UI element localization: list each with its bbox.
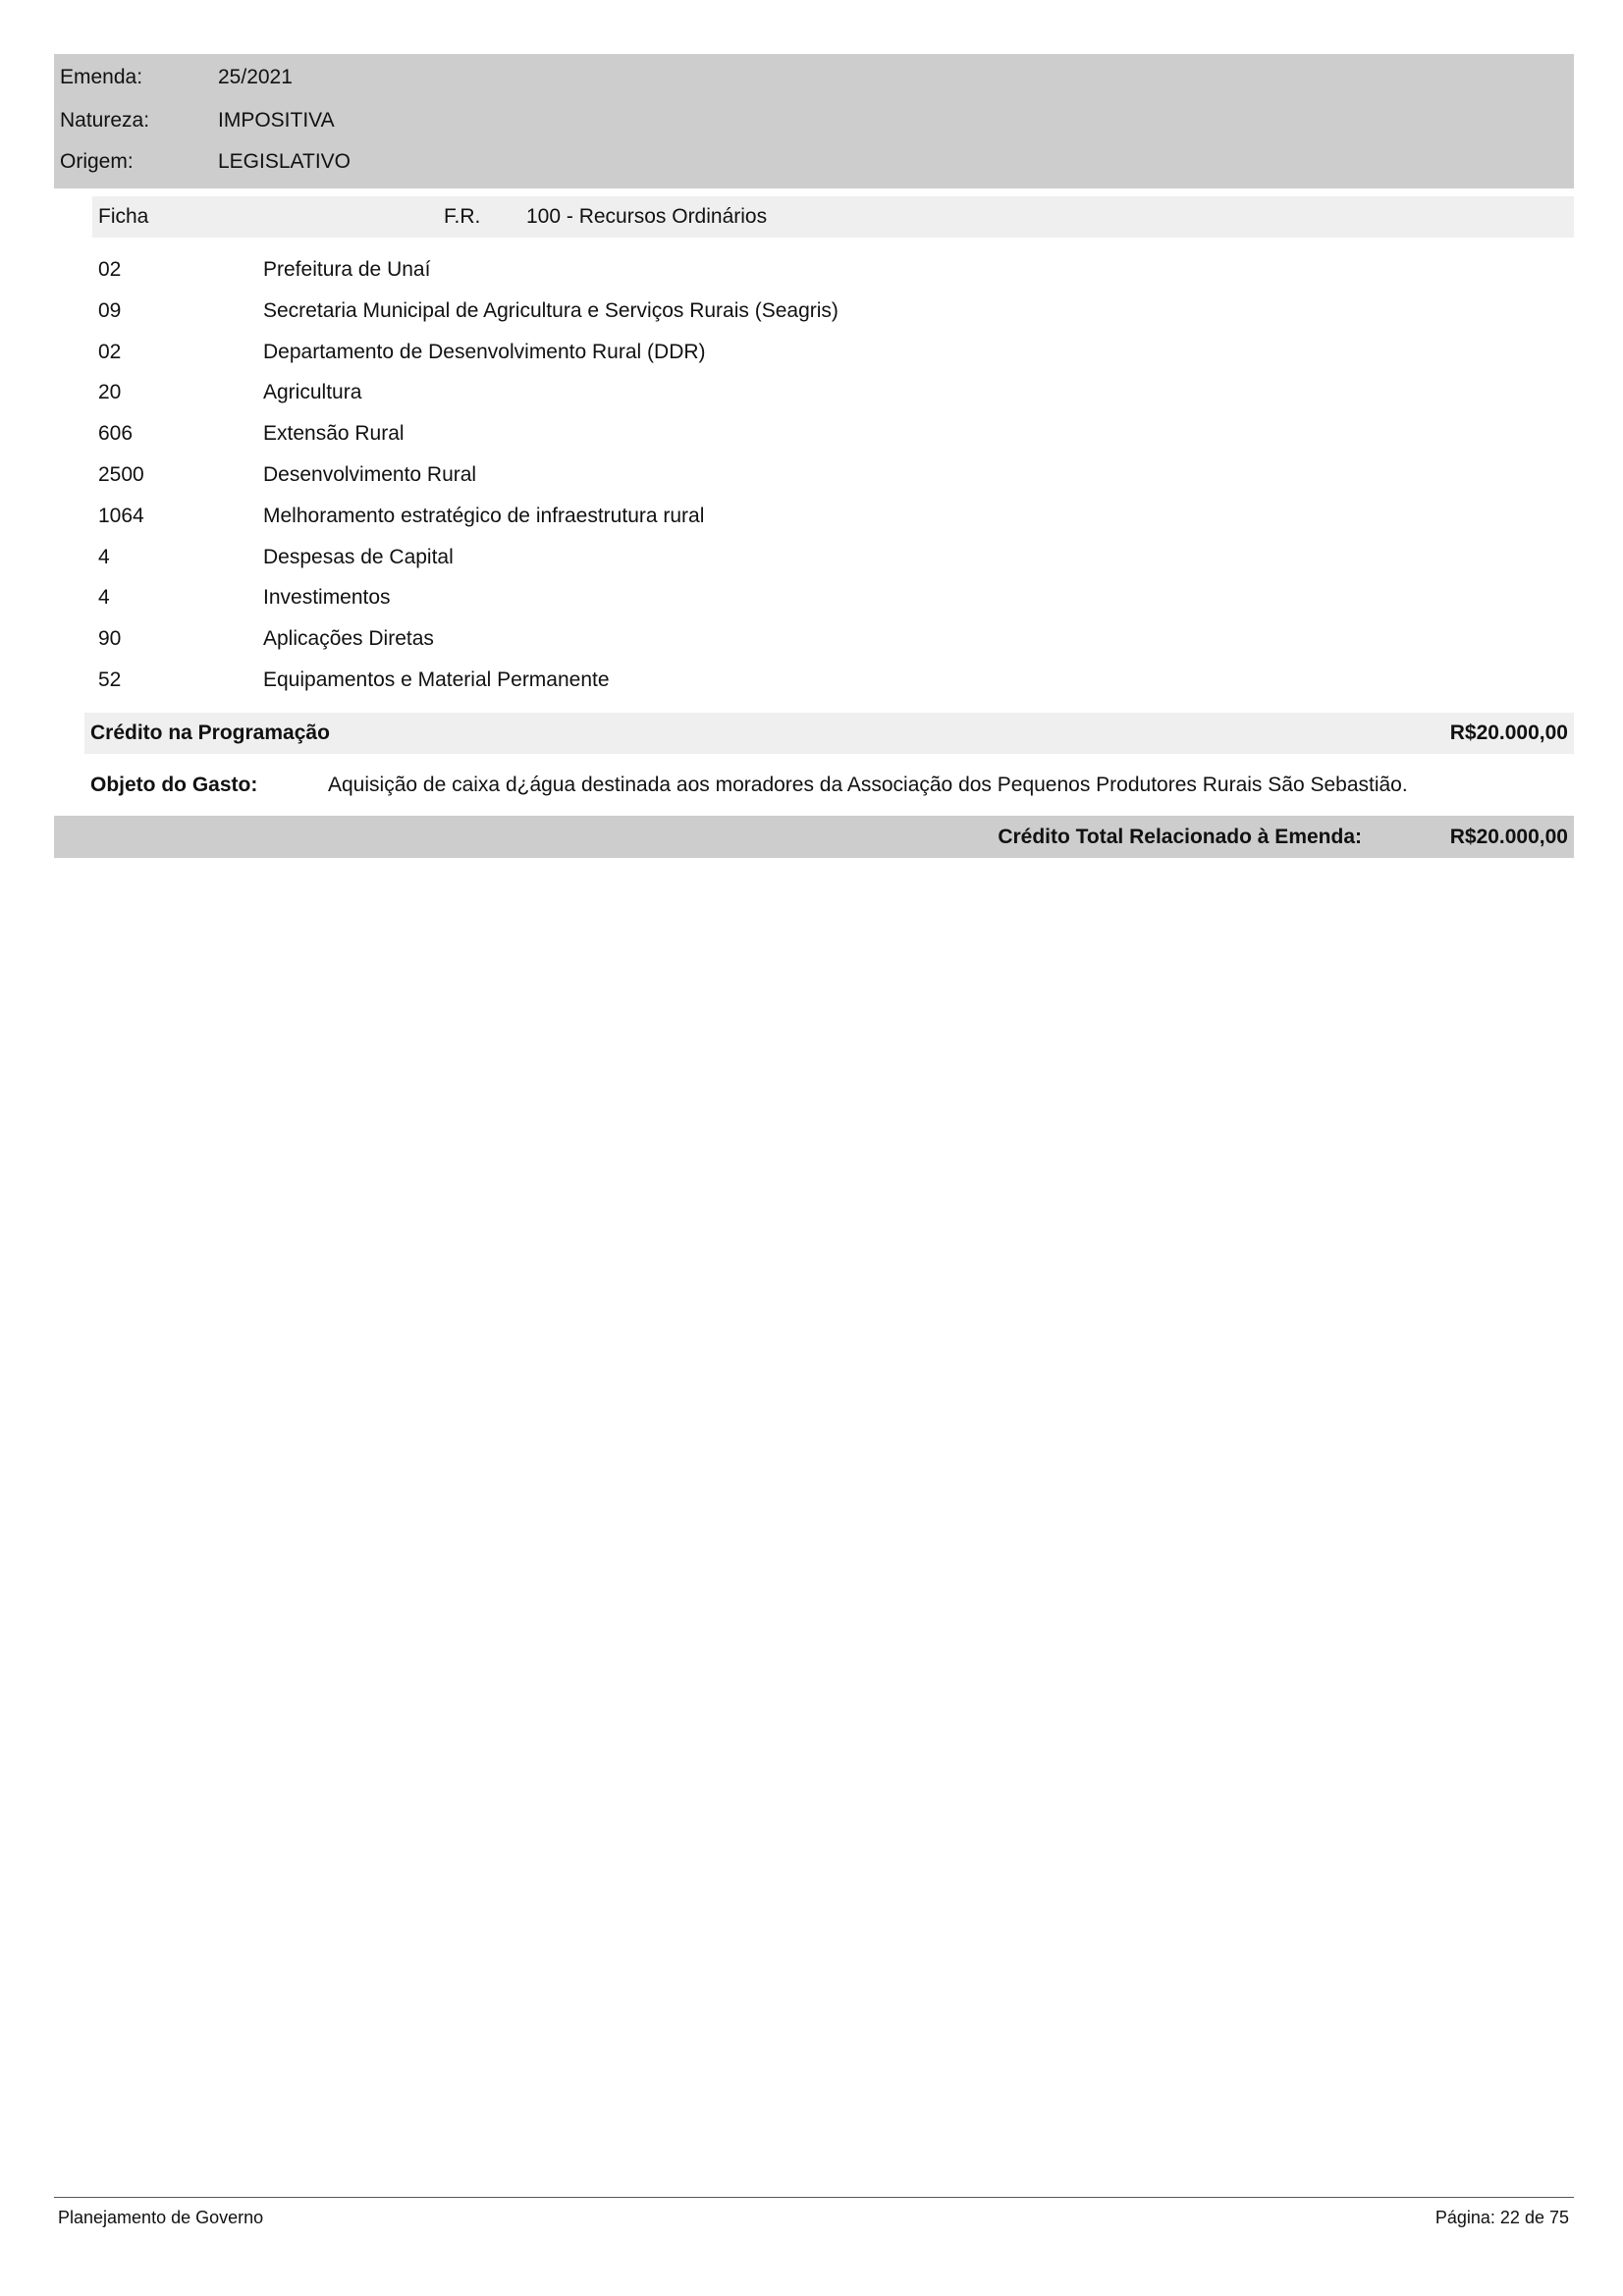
prog-desc: Agricultura — [263, 381, 362, 404]
credito-programacao-bar — [84, 713, 1574, 754]
natureza-label: Natureza: — [60, 109, 150, 132]
prog-desc: Investimentos — [263, 586, 391, 610]
credito-total-value: R$20.000,00 — [1449, 826, 1568, 848]
list-item — [98, 461, 1571, 503]
list-item — [98, 339, 1571, 380]
objeto-gasto-label: Objeto do Gasto: — [90, 774, 258, 796]
footer-divider — [54, 2197, 1574, 2198]
footer-title: Planejamento de Governo — [58, 2208, 264, 2227]
credito-programacao-label: Crédito na Programação — [90, 721, 330, 744]
list-item — [98, 379, 1571, 420]
list-item — [98, 503, 1571, 544]
ficha-label: Ficha — [98, 205, 149, 228]
prog-desc: Secretaria Municipal de Agricultura e Serviços Rurais (Seagris) — [263, 298, 839, 322]
list-item — [98, 544, 1571, 585]
prog-desc: Aplicações Diretas — [263, 627, 434, 651]
list-item — [98, 420, 1571, 461]
list-item — [98, 667, 1571, 708]
objeto-gasto-row — [90, 770, 1573, 801]
prog-code: 52 — [98, 667, 122, 691]
prog-code: 1064 — [98, 504, 144, 527]
origem-value: LEGISLATIVO — [218, 150, 351, 173]
emenda-value: 25/2021 — [218, 66, 293, 88]
prog-desc: Desenvolvimento Rural — [263, 462, 477, 486]
prog-desc: Melhoramento estratégico de infraestrutura rural — [263, 504, 705, 527]
prog-code: 20 — [98, 381, 122, 404]
list-item — [98, 584, 1571, 625]
prog-code: 09 — [98, 298, 122, 322]
prog-desc: Prefeitura de Unaí — [263, 258, 431, 281]
prog-desc: Extensão Rural — [263, 422, 405, 446]
list-item — [98, 625, 1571, 667]
origem-label: Origem: — [60, 150, 134, 173]
credito-total-bar — [54, 816, 1574, 858]
list-item — [98, 256, 1571, 297]
prog-desc: Departamento de Desenvolvimento Rural (DDR) — [263, 340, 706, 363]
prog-code: 606 — [98, 422, 134, 446]
fonte-recurso-label: F.R. — [444, 205, 481, 228]
prog-code: 4 — [98, 545, 110, 568]
prog-code: 90 — [98, 627, 122, 651]
page-number: Página: 22 de 75 — [1434, 2208, 1569, 2227]
objeto-gasto-text: Aquisição de caixa d¿água destinada aos moradores da Associação dos Pequenos Produtores Rurais São Sebastião. — [328, 774, 1408, 796]
credito-total-label: Crédito Total Relacionado à Emenda: — [998, 826, 1362, 848]
prog-code: 2500 — [98, 462, 144, 486]
ficha-bar — [92, 196, 1574, 238]
emenda-header — [54, 54, 1574, 188]
programacao-list — [98, 256, 1571, 708]
natureza-value: IMPOSITIVA — [218, 109, 335, 132]
prog-code: 02 — [98, 258, 122, 281]
prog-code: 4 — [98, 586, 110, 610]
emenda-label: Emenda: — [60, 66, 143, 88]
prog-desc: Despesas de Capital — [263, 545, 454, 568]
list-item — [98, 297, 1571, 339]
prog-code: 02 — [98, 340, 122, 363]
prog-desc: Equipamentos e Material Permanente — [263, 667, 610, 691]
credito-programacao-value: R$20.000,00 — [1449, 721, 1568, 744]
fonte-recurso-value: 100 - Recursos Ordinários — [526, 205, 768, 228]
